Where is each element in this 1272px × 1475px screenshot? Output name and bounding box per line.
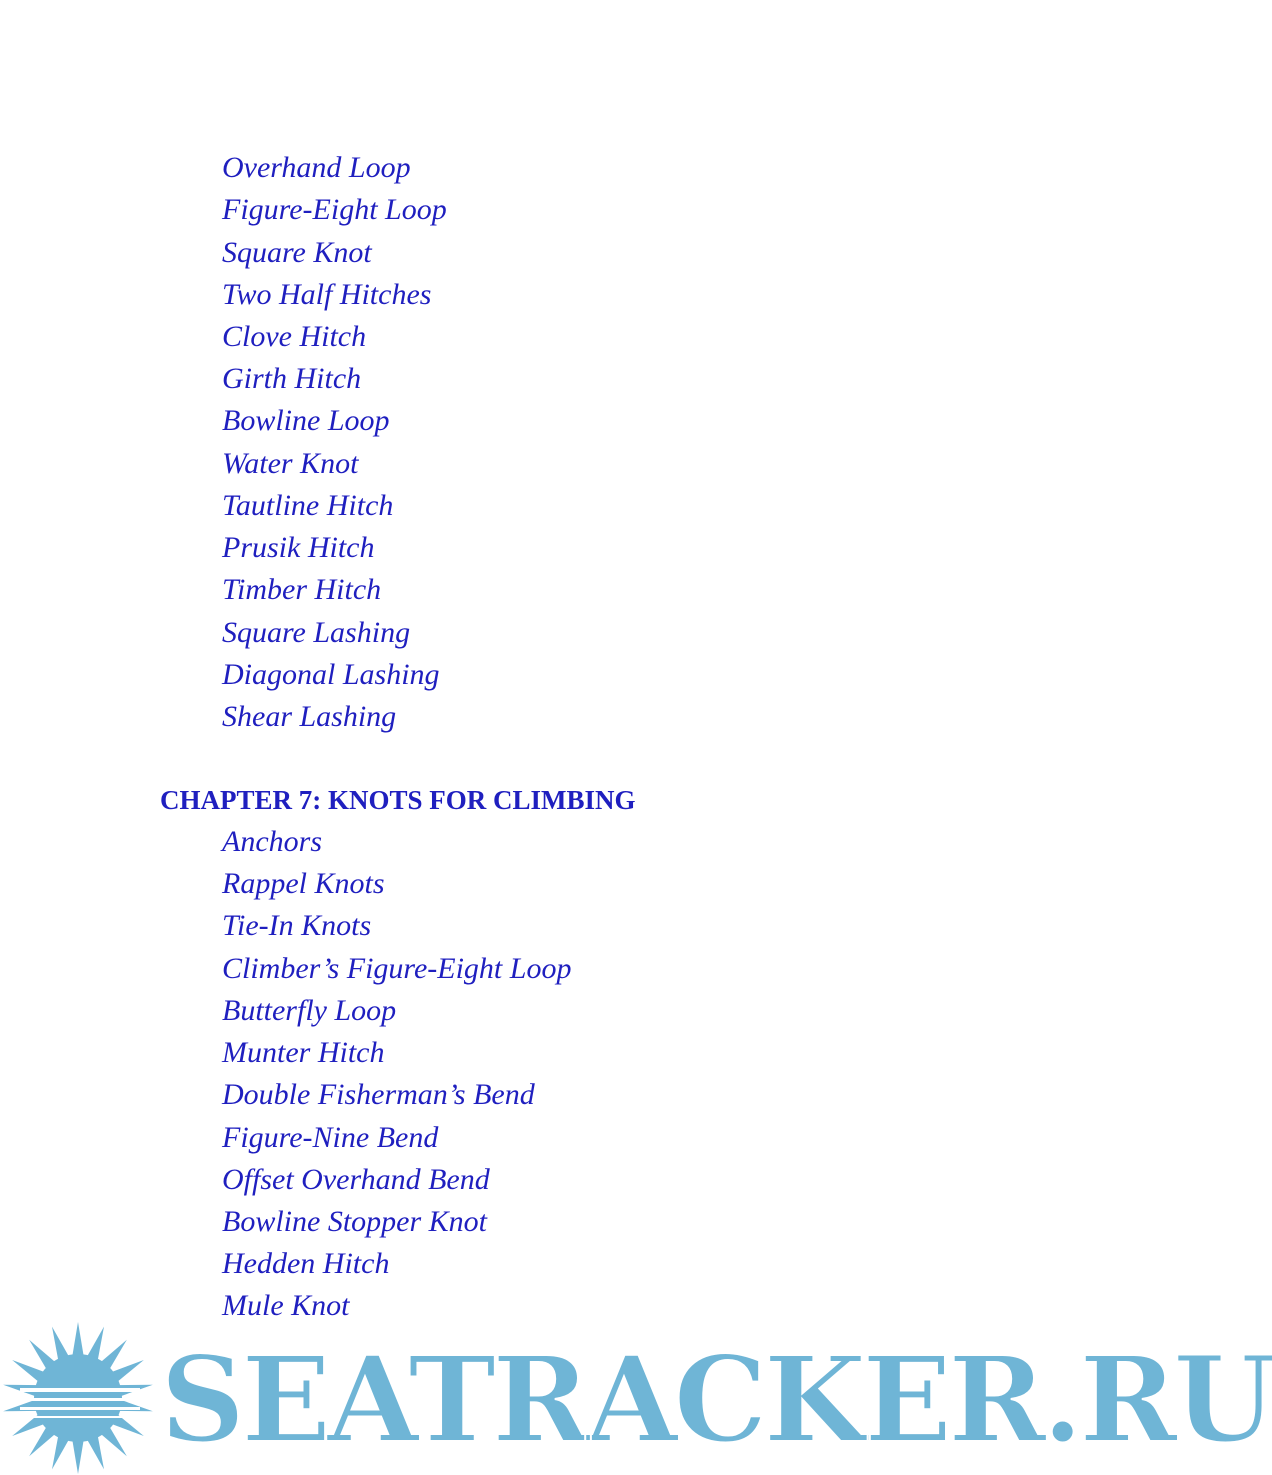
toc-link-girth-hitch[interactable]: Girth Hitch (222, 362, 362, 395)
toc-link-clove-hitch[interactable]: Clove Hitch (222, 320, 367, 353)
toc-link-anchors[interactable]: Anchors (222, 825, 322, 858)
toc-link-overhand-loop[interactable]: Overhand Loop (222, 151, 411, 184)
toc-link-bowline-stopper-knot[interactable]: Bowline Stopper Knot (222, 1205, 487, 1238)
toc-link-bowline-loop[interactable]: Bowline Loop (222, 404, 390, 437)
toc-link-square-lashing[interactable]: Square Lashing (222, 616, 411, 649)
toc-link-mule-knot[interactable]: Mule Knot (222, 1289, 350, 1322)
toc-link-square-knot[interactable]: Square Knot (222, 236, 372, 269)
toc-link-diagonal-lashing[interactable]: Diagonal Lashing (222, 658, 440, 691)
toc-link-shear-lashing[interactable]: Shear Lashing (222, 700, 397, 733)
sun-icon (0, 1322, 160, 1475)
toc-link-climbers-figure-eight-loop[interactable]: Climber’s Figure-Eight Loop (222, 952, 572, 985)
toc-link-prusik-hitch[interactable]: Prusik Hitch (222, 531, 375, 564)
watermark (0, 1322, 1272, 1475)
toc-link-hedden-hitch[interactable]: Hedden Hitch (222, 1247, 390, 1280)
toc-link-two-half-hitches[interactable]: Two Half Hitches (222, 278, 432, 311)
toc-link-double-fishermans-bend[interactable]: Double Fisherman’s Bend (222, 1078, 535, 1111)
toc-link-rappel-knots[interactable]: Rappel Knots (222, 867, 385, 900)
toc-link-munter-hitch[interactable]: Munter Hitch (222, 1036, 385, 1069)
toc-chapter-7-heading[interactable]: CHAPTER 7: KNOTS FOR CLIMBING (160, 785, 636, 815)
toc-link-figure-nine-bend[interactable]: Figure-Nine Bend (222, 1121, 439, 1154)
toc-link-figure-eight-loop[interactable]: Figure-Eight Loop (222, 193, 447, 226)
toc-link-timber-hitch[interactable]: Timber Hitch (222, 573, 382, 606)
toc-link-offset-overhand-bend[interactable]: Offset Overhand Bend (222, 1163, 490, 1196)
toc-link-butterfly-loop[interactable]: Butterfly Loop (222, 994, 397, 1027)
toc-link-water-knot[interactable]: Water Knot (222, 447, 359, 480)
toc-link-tie-in-knots[interactable]: Tie-In Knots (222, 909, 372, 942)
toc-link-tautline-hitch[interactable]: Tautline Hitch (222, 489, 394, 522)
watermark-text: SEATRACKER.RU (160, 1330, 1272, 1469)
